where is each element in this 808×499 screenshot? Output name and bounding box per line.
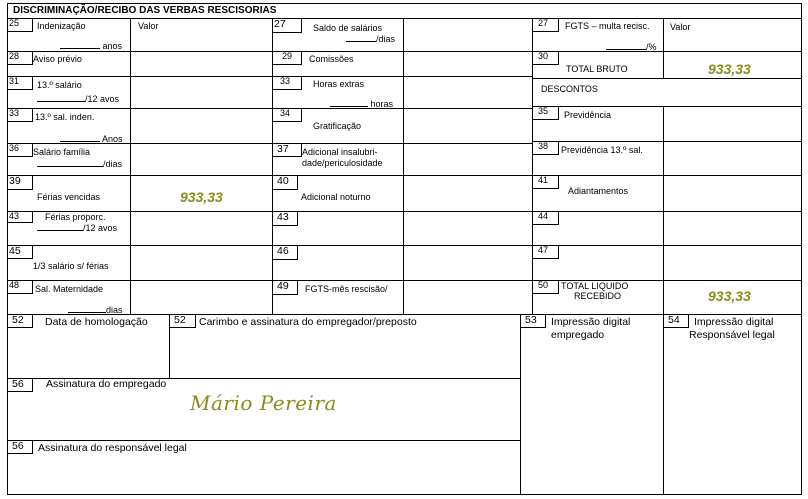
field-suffix: Anos	[102, 134, 123, 144]
field-label: 13.º salário	[37, 80, 82, 90]
employee-signature: Mário Pereira	[190, 391, 337, 415]
field-value: 933,33	[708, 288, 751, 304]
field-label: Aviso prévio	[33, 54, 82, 64]
field-value: 933,33	[180, 189, 223, 205]
field-number: 50	[532, 280, 559, 294]
field-suffix: /12 avos	[83, 223, 118, 233]
field-label: Férias proporc.	[45, 212, 106, 222]
field-number: 54	[663, 314, 689, 328]
field-suffix: anos	[102, 41, 123, 51]
blank-line[interactable]	[330, 98, 368, 107]
field-number: 56	[7, 440, 33, 454]
field-label: Férias vencidas	[37, 192, 101, 202]
field-label-2: RECEBIDO	[574, 291, 622, 301]
field-number: 46	[272, 245, 298, 260]
field-number: 30	[532, 51, 559, 65]
field-number: 25	[7, 18, 33, 32]
blank-line[interactable]	[346, 33, 376, 42]
field-number: 38	[532, 141, 559, 155]
field-number: 52	[169, 314, 196, 328]
field-suffix: /%	[646, 42, 657, 52]
field-number: 43	[272, 211, 298, 226]
field-number: 41	[532, 175, 559, 189]
field-label: Salário família	[33, 147, 91, 157]
blank-line[interactable]	[606, 41, 646, 50]
field-number: 43	[7, 211, 33, 223]
field-label: Data de homologação	[45, 316, 148, 328]
field-label: Saldo de salários	[313, 23, 383, 33]
field-number: 56	[7, 378, 33, 392]
field-number: 53	[520, 314, 546, 328]
field-number: 39	[7, 175, 33, 190]
field-label: 13.º sal. inden.	[35, 112, 95, 122]
field-suffix: /dias	[376, 34, 396, 44]
field-number: 36	[7, 143, 33, 157]
valor-header: Valor	[138, 21, 159, 31]
field-label: TOTAL BRUTO	[566, 64, 628, 74]
field-number: 45	[7, 245, 33, 259]
field-suffix: horas	[370, 99, 394, 109]
blank-line[interactable]	[68, 304, 106, 313]
field-label: Sal. Maternidade	[35, 284, 104, 294]
field-number: 34	[272, 108, 302, 122]
field-number: 47	[532, 245, 559, 259]
field-number: 27	[272, 18, 302, 33]
field-label: Assinatura do empregado	[46, 378, 167, 390]
field-number: 33	[272, 76, 302, 90]
blank-line[interactable]	[37, 222, 83, 231]
field-label-2: Responsável legal	[689, 329, 775, 341]
field-suffix: dias	[106, 305, 123, 315]
descontos-heading: DESCONTOS	[541, 84, 598, 94]
field-label: Horas extras	[313, 79, 365, 89]
field-suffix: /12 avos	[85, 94, 120, 104]
field-number: 33	[7, 108, 33, 122]
field-label: FGTS – multa recisc.	[565, 21, 650, 31]
field-number: 52	[7, 314, 33, 328]
field-label-2: empregado	[551, 329, 605, 341]
field-label: Adiantamentos	[568, 186, 629, 196]
field-label: Previdência	[564, 110, 612, 120]
field-label: Comissões	[309, 54, 354, 64]
field-label: TOTAL LIQUIDO	[561, 281, 629, 291]
valor-header: Valor	[670, 22, 691, 32]
form-title: DISCRIMINAÇÃO/RECIBO DAS VERBAS RESCISORIAS	[13, 5, 277, 16]
field-label: Impressão digital	[694, 316, 774, 328]
field-number: 29	[272, 51, 302, 65]
field-label: Adicional noturno	[301, 192, 371, 202]
field-label: Gratificação	[313, 121, 362, 131]
field-number: 37	[272, 143, 302, 157]
blank-line[interactable]	[37, 93, 85, 102]
field-label: Carimbo e assinatura do empregador/preposto	[199, 316, 417, 328]
field-number: 31	[7, 76, 33, 90]
field-number: 35	[532, 106, 559, 120]
field-value: 933,33	[708, 61, 751, 77]
field-suffix: /dias	[103, 159, 123, 169]
field-number: 44	[532, 211, 559, 225]
field-number: 28	[7, 51, 33, 65]
field-number: 49	[272, 280, 298, 295]
field-number: 40	[272, 175, 298, 190]
field-label: 1/3 salário s/ férias	[33, 261, 109, 271]
blank-line[interactable]	[60, 40, 100, 49]
field-label: Impressão digital	[551, 316, 631, 328]
field-label: Adicional insalubri-	[302, 147, 378, 157]
field-number: 48	[7, 280, 33, 294]
field-number: 27	[532, 18, 559, 32]
field-label: Indenização	[37, 21, 86, 31]
field-label: Assinatura do responsável legal	[38, 442, 187, 454]
field-label-2: dade/periculosidade	[302, 158, 383, 168]
field-label: FGTS-mês rescisão/	[305, 284, 388, 294]
blank-line[interactable]	[37, 158, 103, 167]
blank-line[interactable]	[60, 133, 100, 142]
field-label: Previdência 13.º sal.	[561, 145, 643, 155]
